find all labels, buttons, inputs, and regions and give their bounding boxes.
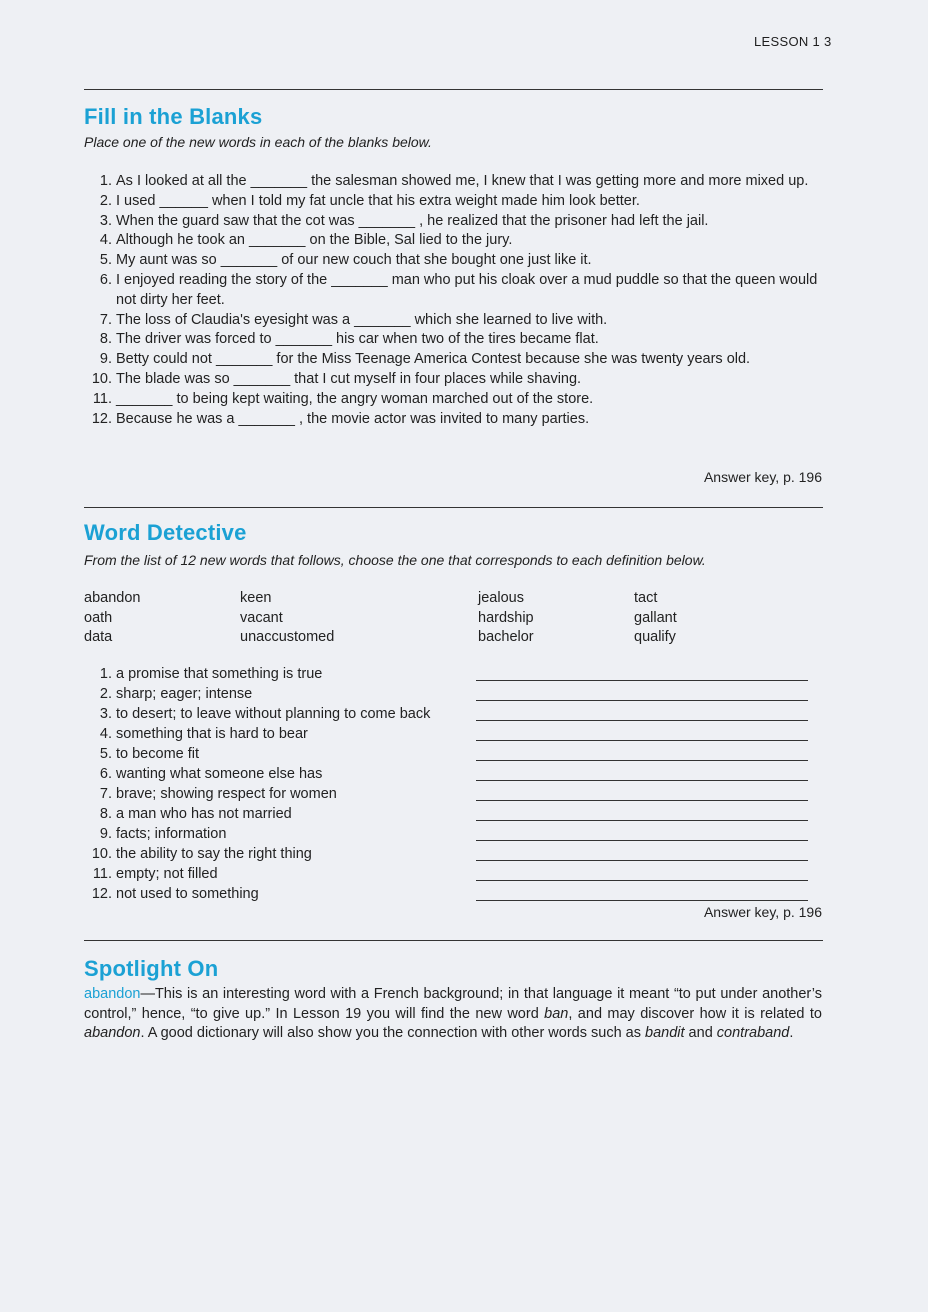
definition-text: empty; not filled	[116, 866, 218, 882]
list-item	[88, 724, 808, 744]
item-number: 1.	[99, 666, 112, 682]
item-number: 1.	[99, 173, 112, 189]
answer-blank[interactable]	[476, 760, 808, 761]
item-number: 9.	[99, 826, 112, 842]
spotlight-italic-word: contraband	[716, 1025, 790, 1041]
answer-key-fill-blanks: Answer key, p. 196	[703, 469, 822, 485]
item-number: 4.	[99, 232, 112, 249]
list-item	[88, 370, 823, 390]
item-number: 2.	[99, 686, 112, 702]
answer-blank[interactable]	[476, 780, 808, 781]
definition-text: something that is hard to bear	[116, 726, 308, 742]
item-number: 5.	[99, 746, 112, 762]
spotlight-italic-word: bandit	[645, 1025, 685, 1041]
item-number: 12.	[91, 410, 112, 427]
list-item	[88, 804, 808, 824]
item-text: As I looked at all the _______ the salesman showed me, I knew that I was getting more and more mixed up.	[116, 173, 809, 189]
item-number: 6.	[99, 766, 112, 782]
spotlight-text: . A good dictionary will also show you the connection with other words such as	[140, 1025, 646, 1041]
spotlight-paragraph	[84, 985, 822, 1044]
item-text: Betty could not _______ for the Miss Teenage America Contest because she was twenty years old.	[116, 351, 751, 368]
list-item	[88, 192, 823, 212]
word-bank-word: oath	[84, 609, 113, 626]
item-number: 11.	[92, 390, 112, 407]
definition-text: brave; showing respect for women	[116, 786, 337, 802]
answer-blank[interactable]	[476, 860, 808, 861]
fill-blanks-title: Fill in the Blanks	[84, 104, 263, 129]
top-rule	[84, 89, 823, 90]
item-number: 3.	[99, 706, 112, 722]
item-number: 6.	[99, 271, 112, 288]
list-item	[88, 271, 823, 311]
list-item	[88, 330, 823, 350]
answer-blank[interactable]	[476, 700, 808, 701]
page-number: 3	[824, 34, 832, 49]
list-item	[88, 350, 823, 370]
fill-blanks-list	[88, 172, 823, 429]
word-bank-word: gallant	[634, 609, 677, 626]
item-number: 7.	[99, 311, 112, 328]
word-bank-word: qualify	[634, 629, 676, 645]
answer-blank[interactable]	[476, 900, 808, 901]
list-item	[88, 390, 823, 410]
spotlight-text: and	[684, 1025, 717, 1041]
item-number: 10.	[91, 846, 112, 862]
spotlight-italic-word: ban	[544, 1005, 569, 1022]
definition-text: a man who has not married	[116, 806, 292, 822]
item-text: The blade was so _______ that I cut myself in four places while shaving.	[116, 370, 582, 387]
item-number: 11.	[92, 866, 112, 882]
word-detective-title: Word Detective	[84, 520, 247, 545]
word-bank-word: keen	[240, 590, 272, 606]
item-number: 4.	[99, 726, 112, 742]
word-bank-word: unaccustomed	[240, 629, 335, 645]
answer-blank[interactable]	[476, 740, 808, 741]
item-text: I enjoyed reading the story of the _______ man who put his cloak over a mud puddle so that the queen would not dirty her feet.	[116, 271, 818, 308]
spotlight-italic-word: abandon	[84, 1025, 141, 1041]
item-number: 9.	[99, 351, 112, 368]
answer-blank[interactable]	[476, 680, 808, 681]
word-bank-word: hardship	[478, 609, 534, 626]
definition-text: facts; information	[116, 826, 227, 842]
item-text: Because he was a _______ , the movie actor was invited to many parties.	[116, 410, 590, 427]
spotlight-word: abandon	[84, 986, 141, 1002]
item-text: The loss of Claudia's eyesight was a _______ which she learned to live with.	[116, 311, 608, 328]
list-item	[88, 784, 808, 804]
list-item	[88, 744, 808, 764]
list-item	[88, 172, 823, 192]
word-bank-word: tact	[634, 590, 658, 606]
word-bank-word: vacant	[240, 609, 283, 626]
answer-blank[interactable]	[476, 840, 808, 841]
definition-text: sharp; eager; intense	[116, 686, 253, 702]
spotlight-text: .	[789, 1025, 794, 1041]
lesson-label: LESSON 1	[754, 34, 820, 49]
definition-text: wanting what someone else has	[116, 766, 323, 782]
answer-blank[interactable]	[476, 720, 808, 721]
list-item	[88, 684, 808, 704]
definition-text: a promise that something is true	[116, 666, 323, 682]
word-bank-word: abandon	[84, 590, 141, 606]
word-detective-instructions: From the list of 12 new words that follows, choose the one that corresponds to each definition below.	[84, 552, 706, 568]
spotlight-text: —This is an interesting word with a French background; in that language it meant “to put under another’s control,” hence, “to give up.” In Lesson 19 you will find the new word	[84, 986, 822, 1022]
list-item	[88, 704, 808, 724]
answer-blank[interactable]	[476, 800, 808, 801]
list-item	[88, 212, 823, 232]
fill-blanks-instructions: Place one of the new words in each of the blanks below.	[84, 134, 432, 150]
list-item	[88, 311, 823, 331]
definition-text: to desert; to leave without planning to come back	[116, 706, 431, 722]
definition-text: not used to something	[116, 886, 259, 902]
definition-text: the ability to say the right thing	[116, 846, 312, 862]
item-text: I used ______ when I told my fat uncle that his extra weight made him look better.	[116, 192, 640, 209]
answer-blank[interactable]	[476, 820, 808, 821]
section-rule	[84, 940, 823, 941]
word-bank-word: bachelor	[478, 629, 534, 645]
section-rule	[84, 507, 823, 508]
definition-text: to become fit	[116, 746, 200, 762]
item-number: 5.	[99, 252, 112, 269]
list-item	[88, 764, 808, 784]
answer-key-word-detective: Answer key, p. 196	[703, 904, 822, 920]
word-bank-word: data	[84, 629, 113, 645]
item-number: 8.	[99, 331, 112, 348]
spotlight-text: , and may discover how it is related to	[568, 1005, 822, 1022]
list-item	[88, 824, 808, 844]
item-text: _______ to being kept waiting, the angry woman marched out of the store.	[116, 390, 594, 407]
list-item	[88, 231, 823, 251]
item-number: 12.	[91, 886, 112, 902]
item-number: 7.	[99, 786, 112, 802]
item-text: When the guard saw that the cot was _______ , he realized that the prisoner had left the jail.	[116, 212, 709, 229]
item-text: The driver was forced to _______ his car when two of the tires became flat.	[116, 331, 599, 348]
answer-blank[interactable]	[476, 880, 808, 881]
list-item	[88, 844, 808, 864]
item-number: 2.	[99, 192, 112, 209]
word-bank-word: jealous	[478, 590, 524, 606]
item-number: 8.	[99, 806, 112, 822]
item-number: 10.	[91, 370, 112, 387]
list-item	[88, 251, 823, 271]
list-item	[88, 664, 808, 684]
spotlight-title: Spotlight On	[84, 956, 219, 981]
list-item	[88, 884, 808, 904]
list-item	[88, 410, 823, 430]
list-item	[88, 864, 808, 884]
item-number: 3.	[99, 212, 112, 229]
item-text: My aunt was so _______ of our new couch that she bought one just like it.	[116, 252, 592, 269]
item-text: Although he took an _______ on the Bible, Sal lied to the jury.	[116, 232, 513, 249]
